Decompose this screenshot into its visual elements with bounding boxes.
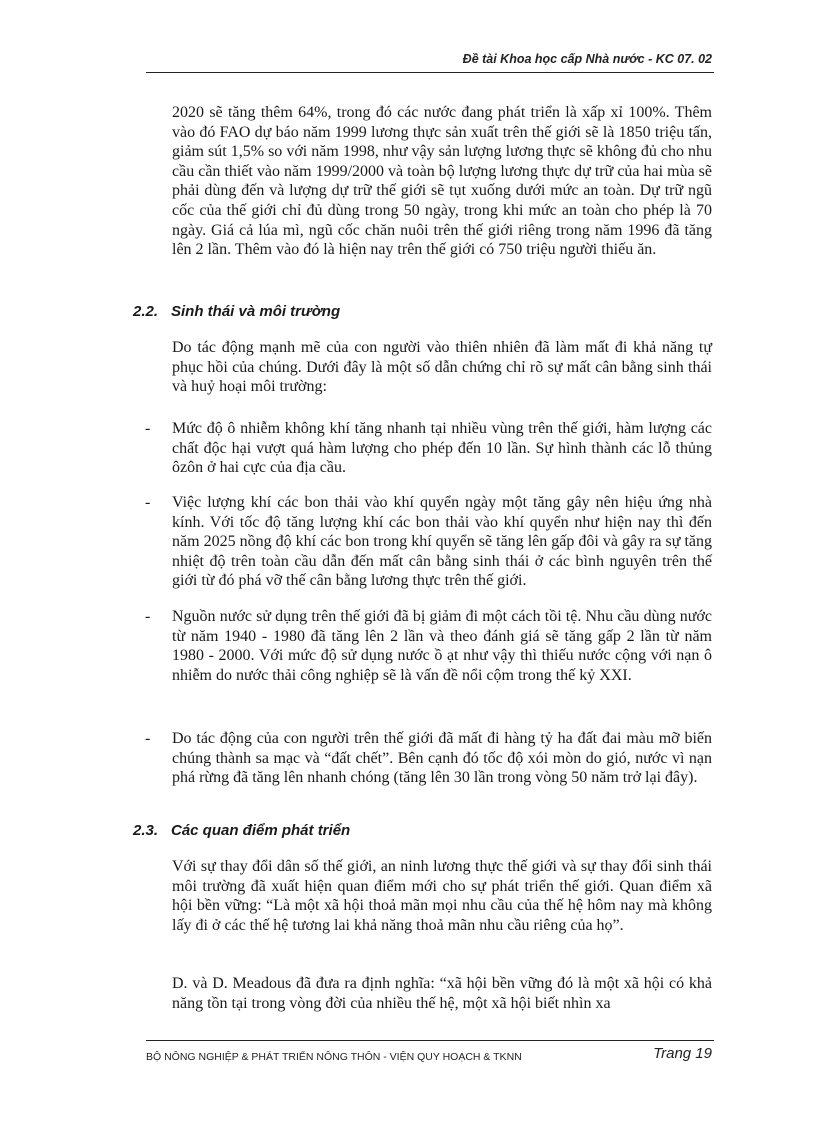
bullet-item: Mức độ ô nhiễm không khí tăng nhanh tại nhiều vùng trên thế giới, hàm lượng các chất độc hại vượt quá hàm lượng cho phép đến 10 lần. Sự hình thành các lỗ thủng ôzôn ở hai cực của địa cầu. [172, 420, 712, 477]
page-header [146, 48, 714, 73]
section-heading-2-2 [133, 303, 340, 320]
section-2-3-paragraph-1: Với sự thay đổi dân số thế giới, an ninh lương thực thế giới và sự thay đổi sinh thái môi trường đã xuất hiện quan điểm mới cho sự phát triển thế giới. Quan điểm xã hội bền vững: “Là một xã hội thoả mãn mọi nhu cầu của thế hệ hôm nay mà không lấy đi ở các thế hệ tương lai khả năng thoả mãn nhu cầu riêng của họ”. [172, 858, 712, 934]
section-title: Các quan điểm phát triển [171, 822, 351, 839]
bullet-marker: - [145, 730, 151, 747]
header-title: Đề tài Khoa học cấp Nhà nước - KC 07. 02 [462, 52, 712, 66]
section-number: 2.3. [133, 822, 159, 839]
bullet-marker: - [145, 494, 151, 511]
bullet-marker: - [145, 420, 151, 437]
section-2-3-paragraph-2: D. và D. Meadous đã đưa ra định nghĩa: “xã hội bền vững đó là một xã hội có khả năng tồn tại trong vòng đời của nhiều thế hệ, một xã hội biết nhìn xa [172, 975, 712, 1012]
bullet-item: Nguồn nước sử dụng trên thế giới đã bị giảm đi một cách tồi tệ. Nhu cầu dùng nước từ năm 1940 - 1980 đã tăng lên 2 lần và theo đánh giá sẽ tăng gấp 2 lần từ năm 1980 - 2000. Với mức độ sử dụng nước ồ ạt như vậy thì thiếu nước cộng với nạn ô nhiễm do nước thải công nghiệp sẽ là vấn đề nổi cộm trong thế kỷ XXI. [172, 608, 712, 684]
section-heading-2-3 [133, 822, 350, 839]
section-2-2-lead: Do tác động mạnh mẽ của con người vào thiên nhiên đã làm mất đi khả năng tự phục hồi của chúng. Dưới đây là một số dẫn chứng chỉ rõ sự mất cân bằng sinh thái và huỷ hoại môi trường: [172, 339, 712, 396]
page-number: Trang 19 [653, 1045, 712, 1062]
page-footer [146, 1040, 714, 1071]
bullet-item: Do tác động của con người trên thế giới đã mất đi hàng tỷ ha đất đai màu mỡ biến chúng thành sa mạc và “đất chết”. Bên cạnh đó tốc độ xói mòn do gió, nước vì nạn phá rừng đã tăng lên nhanh chóng (tăng lên 30 lần trong vòng 50 năm trở lại đây). [172, 730, 712, 787]
intro-paragraph: 2020 sẽ tăng thêm 64%, trong đó các nước đang phát triển là xấp xỉ 100%. Thêm vào đó FAO dự báo năm 1999 lương thực sản xuất trên thế giới sẽ là 1850 triệu tấn, giảm sút 1,5% so với năm 1998, như vậy sản lượng lương thực sẽ không đủ cho nhu cầu cần thiết vào năm 1999/2000 và toàn bộ lượng lương thực dự trữ của hai mùa sẽ phải dùng đến và lượng dự trữ thế giới sẽ tụt xuống dưới mức an toàn. Dự trữ ngũ cốc của thế giới chỉ đủ dùng trong 50 ngày, trong khi mức an toàn cho phép là 70 ngày. Giá cả lúa mì, ngũ cốc chăn nuôi trên thế giới riêng trong năm 1996 đã tăng lên 2 lần. Thêm vào đó là hiện nay trên thế giới có 750 triệu người thiếu ăn. [172, 104, 712, 259]
section-number: 2.2. [133, 303, 159, 320]
section-title: Sinh thái và môi trường [171, 303, 341, 320]
bullet-item: Việc lượng khí các bon thải vào khí quyển ngày một tăng gây nên hiệu ứng nhà kính. Với tốc độ tăng lượng khí các bon thải vào khí quyển như hiện nay thì đến năm 2025 nồng độ khí các bon trong khí quyển sẽ tăng lên gấp đôi và gây ra sự tăng nhiệt độ trên toàn cầu dẫn đến mất cân bằng sinh thái ở các bình nguyên trên thế giới từ đó phá vỡ thế cân bằng lương thực trên thế giới. [172, 494, 712, 590]
bullet-marker: - [145, 608, 151, 625]
footer-organization: BỘ NÔNG NGHIỆP & PHÁT TRIỂN NÔNG THÔN - VIỆN QUY HOẠCH & TKNN [146, 1051, 522, 1063]
